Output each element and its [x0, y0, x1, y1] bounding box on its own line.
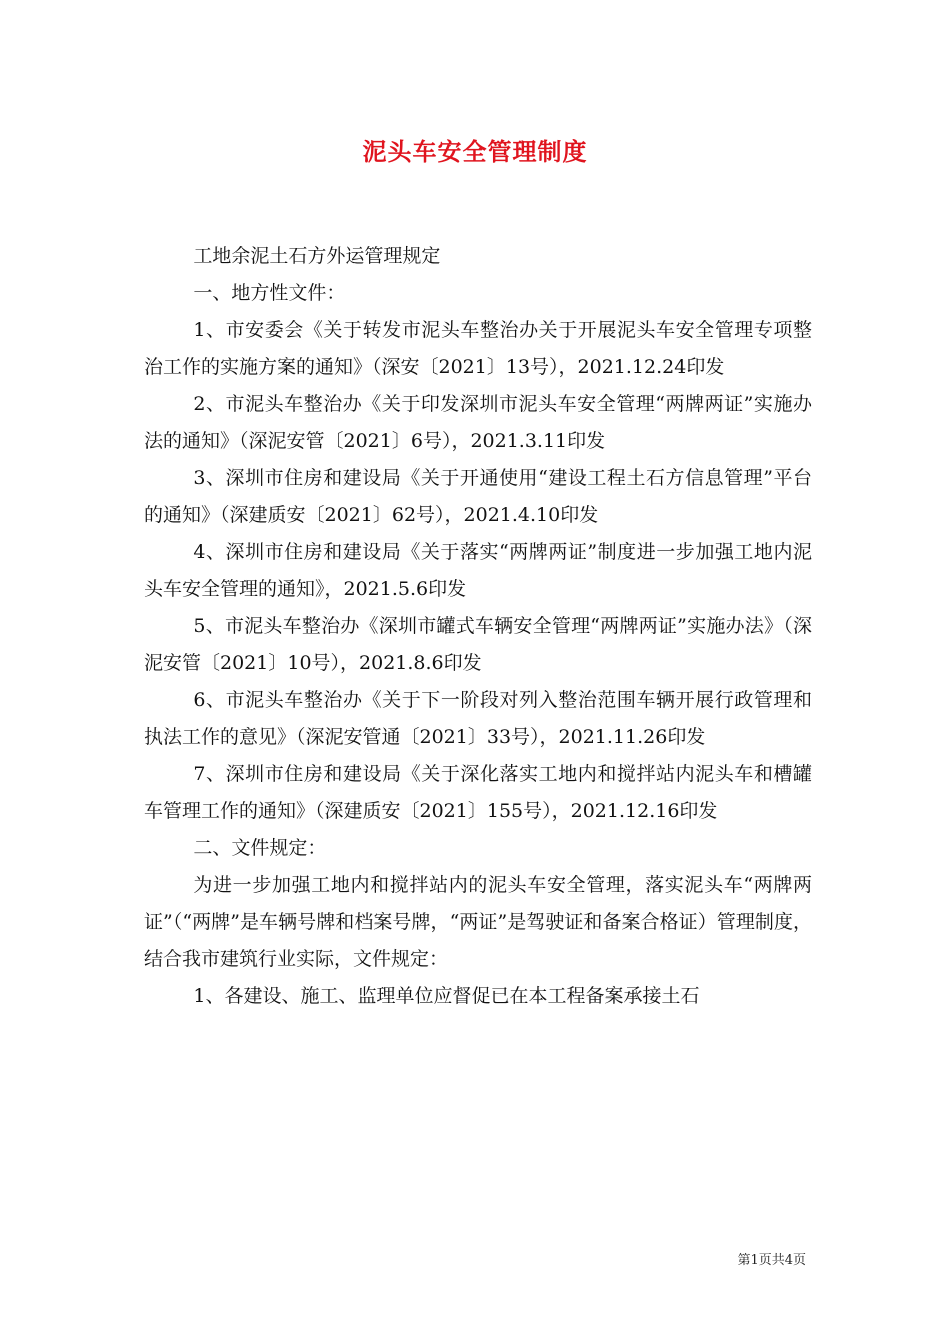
paragraph-item-4: 4、深圳市住房和建设局《关于落实“两牌两证”制度进一步加强工地内泥头车安全管理的通知》，2021.5.6印发 [144, 541, 812, 600]
paragraph-section-heading-2: 二、文件规定： [193, 837, 327, 859]
paragraph-item-5: 5、市泥头车整治办《深圳市罐式车辆安全管理“两牌两证”实施办法》（深泥安管〔2021〕10号），2021.8.6印发 [144, 615, 812, 674]
paragraph-item-6: 6、市泥头车整治办《关于下一阶段对列入整治范围车辆开展行政管理和执法工作的意见》（深泥安管通〔2021〕33号），2021.11.26印发 [144, 689, 812, 748]
paragraph-rule-1: 1、各建设、施工、监理单位应督促已在本工程备案承接土石 [193, 985, 700, 1007]
paragraph-item-2: 2、市泥头车整治办《关于印发深圳市泥头车安全管理“两牌两证”实施办法的通知》（深泥安管〔2021〕6号），2021.3.11印发 [144, 393, 812, 452]
paragraph-item-3: 3、深圳市住房和建设局《关于开通使用“建设工程土石方信息管理”平台的通知》（深建质安〔2021〕62号），2021.4.10印发 [144, 467, 812, 526]
document-body [144, 238, 812, 1015]
paragraph-item-7: 7、深圳市住房和建设局《关于深化落实工地内和搅拌站内泥头车和槽罐车管理工作的通知》（深建质安〔2021〕155号），2021.12.16印发 [144, 763, 812, 822]
paragraph-intro: 为进一步加强工地内和搅拌站内的泥头车安全管理，落实泥头车“两牌两证”（“两牌”是车辆号牌和档案号牌，“两证”是驾驶证和备案合格证）管理制度，结合我市建筑行业实际，文件规定： [144, 874, 812, 970]
page-number-footer: 第1页共4页 [737, 1253, 806, 1268]
paragraph-subtitle: 工地余泥土石方外运管理规定 [193, 245, 441, 267]
document-title: 泥头车安全管理制度 [362, 137, 588, 166]
paragraph-item-1: 1、市安委会《关于转发市泥头车整治办关于开展泥头车安全管理专项整治工作的实施方案的通知》（深安〔2021〕13号），2021.12.24印发 [144, 319, 812, 378]
paragraph-section-heading-1: 一、地方性文件： [193, 282, 346, 304]
